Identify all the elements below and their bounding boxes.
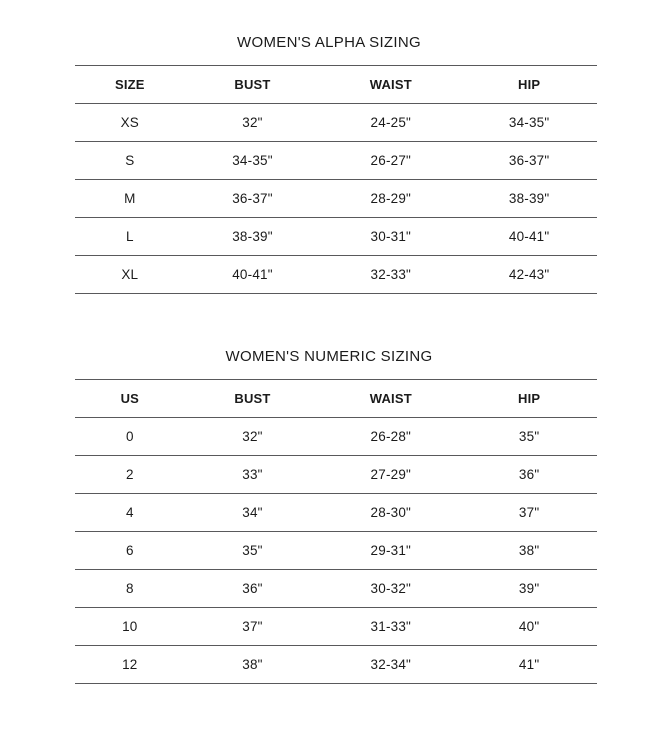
column-header: WAIST xyxy=(369,77,412,92)
table-cell: 4 xyxy=(125,505,134,520)
column-header: US xyxy=(120,391,140,406)
column-header: WAIST xyxy=(369,391,412,406)
table-cell: 37" xyxy=(242,619,263,634)
table-cell: 30-32" xyxy=(370,581,412,596)
table-cell: 0 xyxy=(125,429,134,444)
column-header: BUST xyxy=(234,77,271,92)
table-cell: 42-43" xyxy=(508,267,550,282)
table-cell: 36" xyxy=(518,467,540,482)
table-row xyxy=(75,608,597,646)
alpha-sizing-section xyxy=(0,0,658,294)
alpha-sizing-title: WOMEN'S ALPHA SIZING xyxy=(237,34,421,51)
table-cell: 38" xyxy=(242,657,263,672)
table-cell: 36-37" xyxy=(508,153,550,168)
table-row xyxy=(75,418,597,456)
table-row xyxy=(75,494,597,532)
table-cell: 28-30" xyxy=(370,505,412,520)
table-cell: 34-35" xyxy=(232,153,273,168)
table-cell: 26-27" xyxy=(370,153,412,168)
table-cell: M xyxy=(124,191,136,206)
table-cell: 36-37" xyxy=(232,191,273,206)
table-cell: 32-33" xyxy=(370,267,412,282)
table-cell: 37" xyxy=(518,505,540,520)
table-cell: 40-41" xyxy=(508,229,550,244)
table-row xyxy=(75,646,597,684)
table-row xyxy=(75,180,597,218)
table-cell: 40" xyxy=(518,619,540,634)
table-row xyxy=(75,218,597,256)
table-cell: 34" xyxy=(242,505,263,520)
table-cell: 35" xyxy=(518,429,540,444)
table-cell: 38-39" xyxy=(232,229,273,244)
table-cell: 32" xyxy=(242,429,263,444)
table-cell: 6 xyxy=(125,543,134,558)
table-cell: 24-25" xyxy=(370,115,412,130)
table-cell: 27-29" xyxy=(370,467,412,482)
table-cell: XL xyxy=(121,267,139,282)
table-cell: 29-31" xyxy=(370,543,412,558)
table-cell: 38-39" xyxy=(508,191,550,206)
table-cell: XS xyxy=(120,115,140,130)
table-cell: 26-28" xyxy=(370,429,412,444)
numeric-sizing-table xyxy=(75,379,597,684)
table-cell: 33" xyxy=(242,467,263,482)
table-row xyxy=(75,456,597,494)
table-row xyxy=(75,142,597,180)
table-cell: 34-35" xyxy=(508,115,550,130)
table-cell: 41" xyxy=(518,657,540,672)
header-row xyxy=(75,66,597,104)
table-cell: 28-29" xyxy=(370,191,412,206)
table-row xyxy=(75,570,597,608)
header-row xyxy=(75,380,597,418)
numeric-sizing-section xyxy=(0,294,658,684)
column-header: HIP xyxy=(517,391,541,406)
table-cell: S xyxy=(125,153,135,168)
table-cell: 31-33" xyxy=(370,619,412,634)
table-cell: 32-34" xyxy=(370,657,412,672)
column-header: BUST xyxy=(234,391,271,406)
table-cell: 30-31" xyxy=(370,229,412,244)
table-cell: 38" xyxy=(518,543,540,558)
column-header: SIZE xyxy=(114,77,145,92)
table-cell: 12 xyxy=(122,657,138,672)
table-cell: 39" xyxy=(518,581,540,596)
table-cell: L xyxy=(125,229,134,244)
table-cell: 8 xyxy=(125,581,134,596)
column-header: HIP xyxy=(517,77,541,92)
table-cell: 10 xyxy=(122,619,138,634)
table-cell: 2 xyxy=(125,467,134,482)
numeric-sizing-title: WOMEN'S NUMERIC SIZING xyxy=(225,348,433,365)
table-cell: 32" xyxy=(242,115,263,130)
table-cell: 40-41" xyxy=(232,267,273,282)
table-row xyxy=(75,256,597,294)
table-row xyxy=(75,532,597,570)
alpha-sizing-table xyxy=(75,65,597,294)
table-cell: 35" xyxy=(242,543,263,558)
table-cell: 36" xyxy=(242,581,263,596)
table-row xyxy=(75,104,597,142)
